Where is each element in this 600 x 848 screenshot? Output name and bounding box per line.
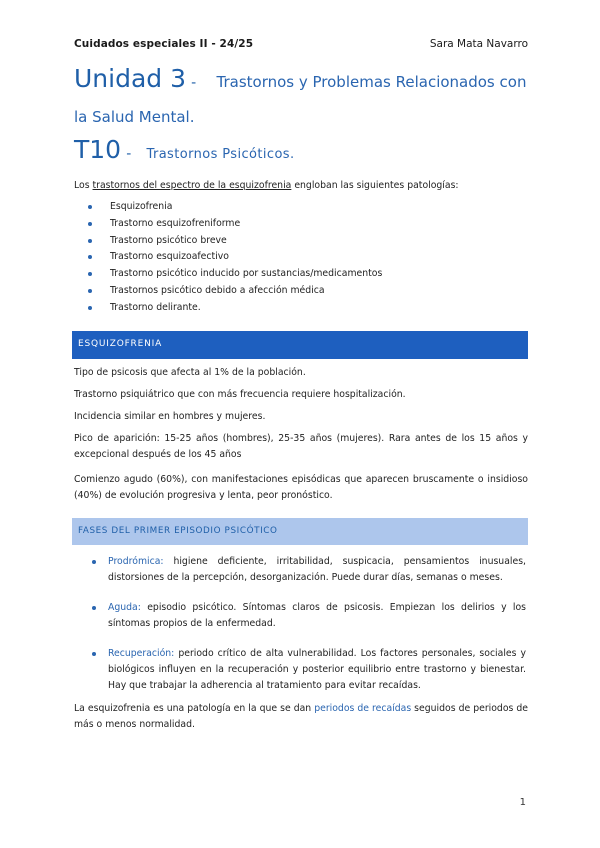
unit-title-line1: Trastornos y Problemas Relacionados con — [216, 73, 527, 91]
intro-after: engloban las siguientes patologías: — [291, 180, 459, 191]
bullet-icon — [88, 239, 92, 243]
page-number: 1 — [519, 797, 526, 808]
unit-title-line2: la Salud Mental. — [74, 108, 195, 126]
list-item — [92, 646, 526, 694]
paragraph: Tipo de psicosis que afecta al 1% de la población. — [74, 367, 306, 378]
list-item — [88, 300, 382, 317]
closing-paragraph — [74, 701, 528, 733]
closing-before: La esquizofrenia es una patología en la que se dan — [74, 703, 315, 714]
bullet-icon — [92, 606, 96, 610]
list-item — [88, 199, 382, 216]
closing-after: seguidos de periodos de más o menos normalidad. — [74, 703, 528, 730]
list-item-text: Esquizofrenia — [110, 201, 173, 212]
paragraph: Incidencia similar en hombres y mujeres. — [74, 411, 266, 422]
intro-before: Los — [74, 180, 93, 191]
bullet-icon — [88, 272, 92, 276]
bullet-icon — [92, 560, 96, 564]
bullet-icon — [92, 652, 96, 656]
list-item — [88, 233, 382, 250]
phase-term: Recuperación: — [108, 648, 175, 659]
phase-list — [92, 554, 526, 708]
list-item — [88, 266, 382, 283]
topic-dash: - — [126, 146, 132, 162]
section-banner-esquizofrenia — [72, 331, 528, 359]
subsection-banner-fases — [72, 518, 528, 545]
bullet-icon — [88, 306, 92, 310]
pathology-list — [88, 199, 382, 317]
section-title: ESQUIZOFRENIA — [78, 339, 163, 349]
bullet-icon — [88, 222, 92, 226]
topic-title: Trastornos Psicóticos. — [146, 147, 295, 162]
intro-paragraph — [74, 178, 528, 194]
phase-text: episodio psicótico. Síntomas claros de psicosis. Empiezan los delirios y los síntomas propios de la enfermedad. — [108, 602, 526, 629]
phase-term: Aguda: — [108, 602, 141, 613]
closing-highlight: periodos de recaídas — [314, 703, 412, 714]
unit-dash: - — [191, 75, 197, 91]
topic-heading — [74, 132, 295, 173]
list-item — [88, 283, 382, 300]
bullet-icon — [88, 205, 92, 209]
list-item-text: Trastorno esquizoafectivo — [110, 251, 229, 263]
paragraph: Pico de aparición: 15-25 años (hombres), 25-35 años (mujeres). Rara antes de los 15 años y excepcional después de los 45 años — [74, 433, 528, 460]
unit-heading — [74, 62, 534, 134]
header-author: Sara Mata Navarro — [429, 38, 528, 50]
list-item — [92, 600, 526, 632]
list-item — [92, 554, 526, 586]
bullet-icon — [88, 255, 92, 259]
header-course: Cuidados especiales II - 24/25 — [74, 38, 254, 50]
phase-text: periodo crítico de alta vulnerabilidad. Los factores personales, sociales y biológicos influyen en la recuperación y posterior equilibrio entre trastorno y bienestar. Hay que trabajar la adherencia al tratamiento para evitar recaídas. — [108, 648, 526, 691]
topic-number: T10 — [74, 135, 122, 164]
bullet-icon — [88, 289, 92, 293]
list-item-text: Trastorno psicótico inducido por sustancias/medicamentos — [110, 268, 383, 280]
list-item-text: Trastorno psicótico breve — [110, 234, 227, 246]
list-item-text: Trastorno esquizofreniforme — [110, 217, 241, 229]
paragraph: Trastorno psiquiátrico que con más frecuencia requiere hospitalización. — [74, 389, 406, 400]
subsection-title: FASES DEL PRIMER EPISODIO PSICÓTICO — [78, 526, 278, 536]
list-item — [88, 249, 382, 266]
phase-term: Prodrómica: — [108, 556, 164, 567]
intro-underlined: trastornos del espectro de la esquizofrenia — [92, 180, 292, 191]
paragraph: Comienzo agudo (60%), con manifestaciones episódicas que aparecen bruscamente o insidioso (40%) de evolución progresiva y lenta, peor pronóstico. — [74, 474, 528, 501]
list-item-text: Trastorno delirante. — [110, 301, 201, 313]
phase-text: higiene deficiente, irritabilidad, suspicacia, pensamientos inusuales, distorsiones de la percepción, desorganización. Puede durar días, semanas o meses. — [108, 556, 526, 583]
list-item — [88, 216, 382, 233]
unit-number: Unidad 3 — [74, 64, 186, 93]
list-item-text: Trastornos psicótico debido a afección médica — [110, 284, 325, 296]
